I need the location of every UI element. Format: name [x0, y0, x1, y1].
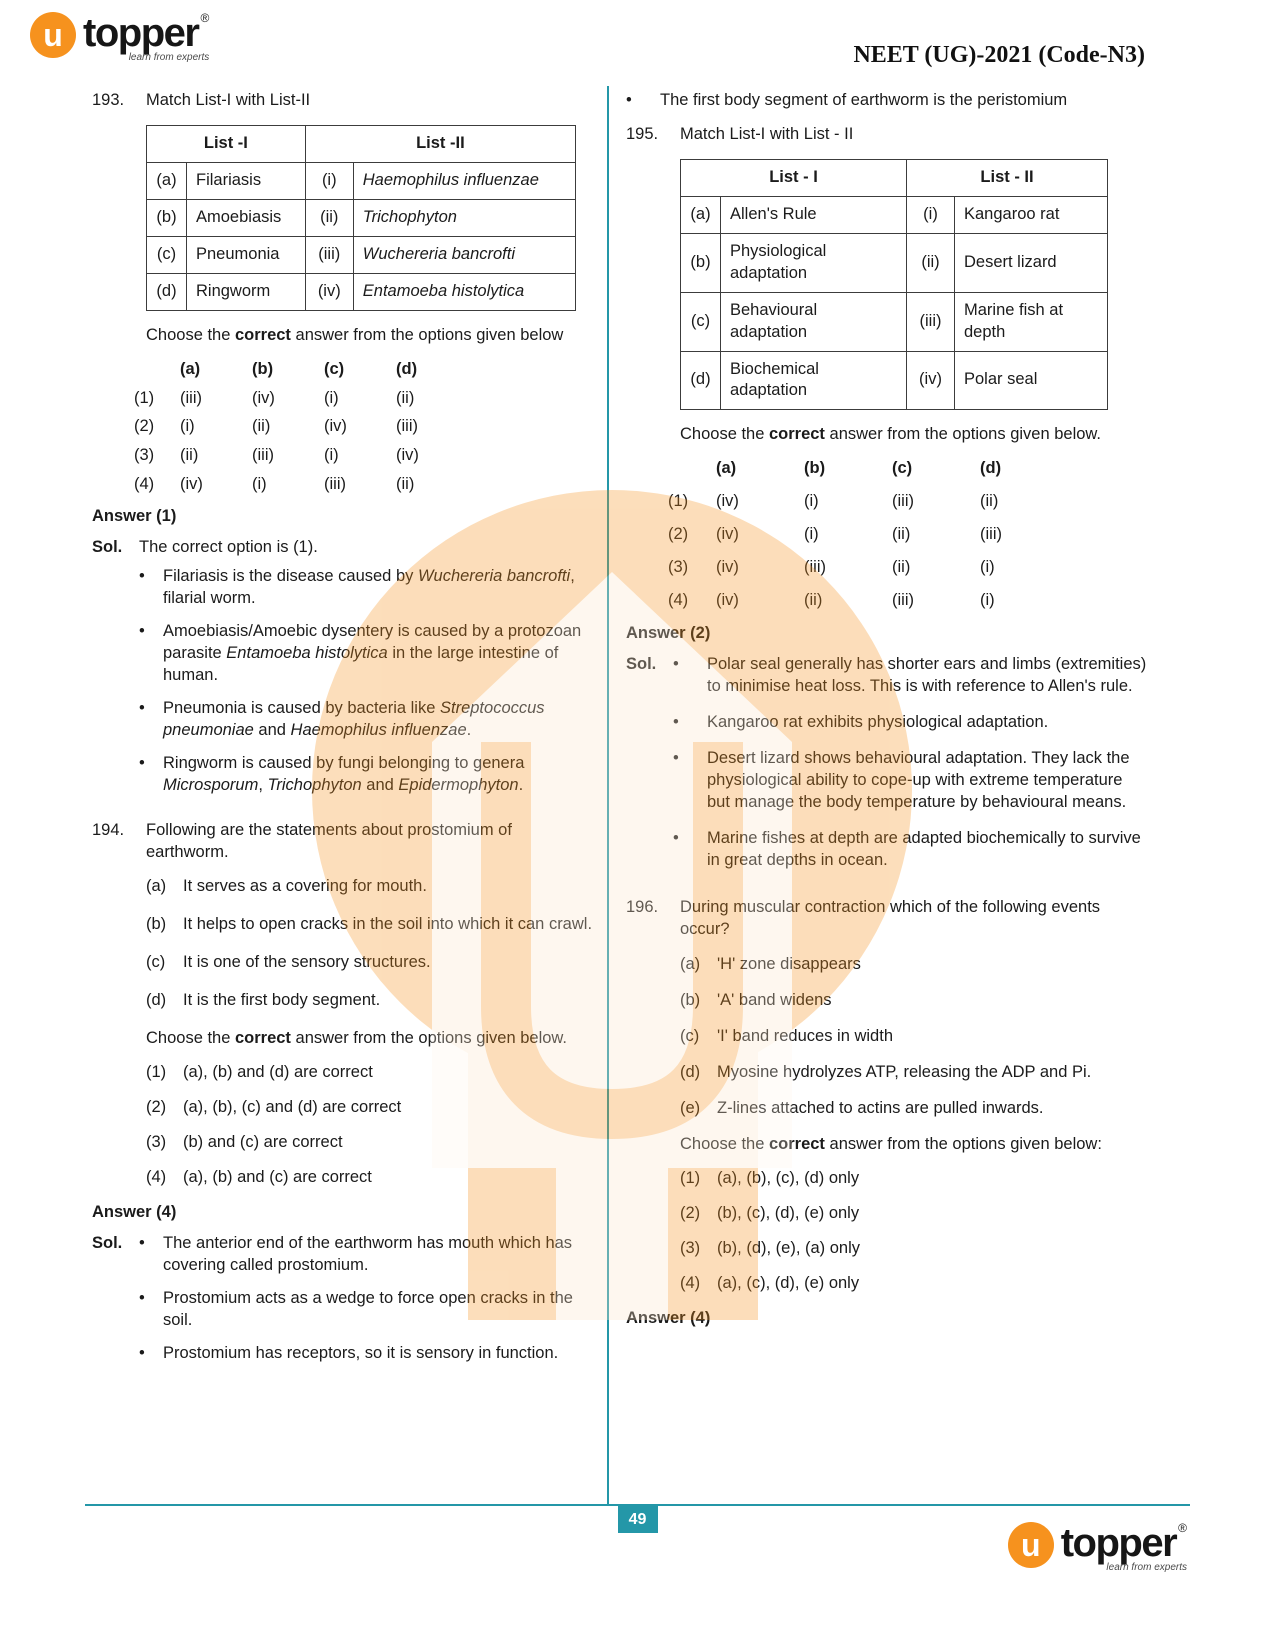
table-header-list1: List - I: [681, 159, 907, 196]
choose-instruction: Choose the correct answer from the options given below:: [680, 1135, 1102, 1153]
matrix-value: (iii): [892, 591, 914, 610]
matrix-value: (ii): [980, 492, 999, 511]
table-row: [681, 292, 1108, 351]
bullet-icon: •: [139, 753, 145, 772]
options-matrix-193: [134, 359, 598, 497]
statement-item: [146, 914, 598, 936]
statement-item: [146, 876, 598, 898]
sol-bullet: [673, 748, 1148, 814]
registered-mark: ®: [1178, 1521, 1187, 1535]
question-number: 193.: [92, 91, 125, 109]
matrix-value: (ii): [396, 388, 415, 407]
question-number: 196.: [626, 898, 659, 917]
statement-label: (b): [680, 991, 701, 1010]
sol-bullet-text: Prostomium has receptors, so it is sensory in function.: [163, 1343, 559, 1362]
table-cell: (ii): [305, 199, 353, 236]
matrix-value: (iii): [892, 492, 914, 511]
bullet-icon: •: [626, 91, 632, 109]
option-number: (1): [146, 1063, 167, 1082]
option-number: (1): [680, 1168, 701, 1187]
statement-text: 'H' zone disappears: [717, 955, 861, 974]
answer-line: Answer (4): [92, 1202, 177, 1221]
table-cell: (iii): [305, 236, 353, 273]
sol-bullet: [139, 1288, 598, 1332]
table-cell: Desert lizard: [955, 233, 1108, 292]
option-item: [146, 1167, 598, 1189]
option-text: (b) and (c) are correct: [183, 1133, 343, 1151]
sol-bullet: [139, 1343, 598, 1365]
option-list: [146, 1062, 598, 1189]
option-number: (3): [134, 446, 155, 465]
table-cell: (d): [147, 273, 187, 310]
topper-logo-icon: [30, 12, 76, 58]
sol-intro: The correct option is (1).: [139, 538, 318, 557]
question-header: [626, 897, 1148, 941]
matrix-value: (ii): [892, 525, 911, 544]
table-cell: Trichophyton: [353, 199, 575, 236]
sol-body: [139, 1233, 598, 1376]
question-196: [626, 897, 1148, 1329]
sol-bullet: [139, 753, 598, 797]
matrix-col-label: (b): [252, 359, 274, 378]
options-matrix-195: [668, 458, 1148, 612]
sol-label: Sol.: [92, 1233, 123, 1252]
choose-instruction: Choose the correct answer from the options given below.: [146, 1029, 568, 1048]
statement-label: (a): [146, 877, 167, 896]
matrix-value: (i): [252, 475, 267, 494]
question-content: [668, 159, 1148, 612]
column-divider: [607, 86, 609, 1504]
bullet-icon: •: [139, 1288, 145, 1307]
question-prompt: During muscular contraction which of the following events occur?: [680, 898, 1101, 939]
matrix-spacer: [668, 458, 716, 480]
matrix-header-row: [668, 458, 1148, 480]
table-cell: Marine fish at depth: [955, 292, 1108, 351]
bullet-icon: •: [139, 1233, 145, 1252]
brand-tagline: learn from experts: [1106, 1562, 1187, 1573]
matrix-value: (i): [804, 492, 819, 511]
page-number-badge: 49: [618, 1506, 658, 1533]
sol-bullet: [673, 712, 1148, 734]
answer-line: Answer (4): [626, 1308, 711, 1327]
matrix-spacer: [134, 359, 180, 381]
sol-bullet: [139, 1233, 598, 1277]
statement-label: (d): [680, 1063, 701, 1082]
answer-line: Answer (2): [626, 624, 711, 642]
brand-initial: u: [43, 16, 63, 53]
sol-bullet: [139, 698, 598, 742]
matrix-col-label: (b): [804, 459, 826, 478]
brand-tagline: learn from experts: [128, 52, 210, 63]
matrix-option-row: [668, 557, 1148, 579]
table-cell: Allen's Rule: [721, 196, 907, 233]
topper-logo: [30, 12, 209, 64]
table-cell: Polar seal: [955, 351, 1108, 410]
matrix-value: (iv): [324, 417, 347, 436]
question-193: [92, 90, 598, 808]
table-cell: (i): [907, 196, 955, 233]
statement-label: (e): [680, 1099, 701, 1118]
bullet-icon: •: [139, 567, 145, 586]
sol-bullet-text: Desert lizard shows behavioural adaptation. They lack the physiological ability to cope-up with extreme temperature but manage the body temperature by behavioural means.: [707, 748, 1130, 811]
table-cell: (b): [147, 199, 187, 236]
option-text: (a), (b) and (d) are correct: [183, 1063, 373, 1082]
table-header-row: [147, 125, 576, 162]
statement-label: (a): [680, 955, 701, 974]
q194-sol-continued: [626, 90, 1148, 112]
matrix-col-label: (c): [324, 359, 345, 378]
table-header-list1: List -I: [147, 125, 306, 162]
solution-193: [92, 537, 598, 807]
table-row: [147, 273, 576, 310]
choose-instruction: Choose the correct answer from the options given below: [146, 325, 564, 344]
statement-text: Z-lines attached to actins are pulled inwards.: [717, 1099, 1044, 1118]
sol-bullet-text: Ringworm is caused by fungi belonging to genera Microsporum, Trichophyton and Epidermophyton.: [163, 753, 525, 794]
statement-item: [680, 990, 1148, 1012]
question-number: 195.: [626, 124, 659, 143]
statement-label: (d): [146, 991, 167, 1010]
table-cell: Pneumonia: [187, 236, 306, 273]
option-text: (b), (d), (e), (a) only: [717, 1238, 861, 1257]
option-item: [680, 1273, 1148, 1295]
matrix-col-label: (a): [716, 459, 737, 478]
matrix-value: (iii): [396, 417, 418, 436]
question-header: [626, 124, 1148, 146]
statement-item: [146, 952, 598, 974]
matrix-value: (iii): [252, 446, 274, 465]
matrix-value: (i): [804, 525, 819, 544]
option-list: [680, 1168, 1148, 1295]
statement-item: [146, 990, 598, 1012]
matrix-value: (ii): [396, 475, 415, 494]
table-row: [681, 233, 1108, 292]
question-content: [146, 876, 598, 1188]
sol-bullet-text: Kangaroo rat exhibits physiological adaptation.: [707, 712, 1049, 731]
sol-bullet-text: Polar seal generally has shorter ears and limbs (extremities) to minimise heat loss. This is with reference to Allen's rule.: [707, 654, 1147, 695]
option-text: (a), (c), (d), (e) only: [717, 1273, 860, 1292]
matrix-value: (iv): [716, 525, 739, 544]
matrix-option-row: [668, 590, 1148, 612]
table-cell: Ringworm: [187, 273, 306, 310]
matrix-option-row: [134, 388, 598, 410]
matrix-option-row: [134, 474, 598, 496]
left-column: [92, 90, 598, 1388]
question-content: [680, 954, 1148, 1294]
sol-body: [139, 537, 598, 807]
option-text: (a), (b), (c) and (d) are correct: [183, 1098, 402, 1117]
statement-item: [680, 1026, 1148, 1048]
table-row: [147, 236, 576, 273]
bullet-icon: •: [139, 698, 145, 717]
statement-list: [680, 954, 1148, 1120]
statement-text: Myosine hydrolyzes ATP, releasing the ADP and Pi.: [717, 1063, 1092, 1082]
option-number: (4): [146, 1167, 167, 1186]
table-cell: (d): [681, 351, 721, 410]
matrix-value: (i): [180, 417, 195, 436]
sol-bullet: [673, 828, 1148, 872]
statement-text: 'I' band reduces in width: [717, 1027, 893, 1046]
brand-initial: u: [1020, 1526, 1041, 1563]
option-number: (1): [668, 492, 689, 511]
document-title: NEET (UG)-2021 (Code-N3): [853, 42, 1145, 68]
brand-text-block: [83, 12, 209, 64]
matrix-col-label: (a): [180, 359, 201, 378]
sol-bullet: [139, 566, 598, 610]
matrix-option-row: [668, 491, 1148, 513]
sol-bullet-text: Pneumonia is caused by bacteria like Streptococcus pneumoniae and Haemophilus influenzae.: [163, 698, 545, 739]
matrix-value: (i): [324, 388, 339, 407]
option-text: (a), (b), (c), (d) only: [717, 1168, 860, 1187]
table-cell: (a): [681, 196, 721, 233]
matrix-value: (ii): [252, 417, 271, 436]
topper-logo-footer: [1008, 1522, 1187, 1574]
option-number: (3): [680, 1238, 701, 1257]
sol-bullet-text: Prostomium acts as a wedge to force open cracks in the soil.: [163, 1288, 573, 1329]
brand-name: topper: [1060, 1521, 1177, 1565]
statement-text: It is one of the sensory structures.: [183, 953, 431, 972]
sol-bullet-text: Filariasis is the disease caused by Wuchereria bancrofti, filarial worm.: [163, 567, 575, 608]
statement-text: It is the first body segment.: [183, 991, 381, 1010]
table-cell: (c): [681, 292, 721, 351]
matrix-header-row: [134, 359, 598, 381]
sol-bullet-text: The anterior end of the earthworm has mouth which has covering called prostomium.: [163, 1233, 573, 1274]
bullet-icon: •: [673, 748, 679, 767]
matrix-value: (i): [324, 446, 339, 465]
table-cell: Biochemical adaptation: [721, 351, 907, 410]
statement-item: [680, 1098, 1148, 1120]
question-prompt: Following are the statements about prostomium of earthworm.: [146, 820, 512, 861]
answer-line: Answer (1): [92, 507, 177, 526]
question-content: [134, 125, 598, 496]
sol-label: Sol.: [92, 538, 123, 557]
matrix-value: (iii): [324, 475, 346, 494]
matrix-value: (iii): [980, 525, 1002, 544]
option-text: (a), (b) and (c) are correct: [183, 1167, 372, 1186]
table-row: [681, 351, 1108, 410]
option-number: (3): [146, 1133, 167, 1151]
table-header-list2: List - II: [907, 159, 1108, 196]
matrix-option-row: [134, 416, 598, 438]
matrix-value: (iv): [716, 558, 739, 577]
question-195: [626, 124, 1148, 886]
solution-195: [626, 654, 1148, 886]
table-cell: (c): [147, 236, 187, 273]
table-row: [147, 199, 576, 236]
matrix-value: (iii): [180, 388, 202, 407]
option-item: [146, 1097, 598, 1119]
table-cell: Haemophilus influenzae: [353, 162, 575, 199]
table-cell: (i): [305, 162, 353, 199]
option-number: (3): [668, 558, 689, 577]
question-header: [92, 820, 598, 864]
table-cell: Filariasis: [187, 162, 306, 199]
statement-label: (c): [146, 953, 166, 972]
statement-label: (c): [680, 1027, 700, 1046]
table-header-list2: List -II: [305, 125, 575, 162]
bullet-icon: •: [139, 1343, 145, 1362]
option-number: (4): [668, 591, 689, 610]
statement-text: It serves as a covering for mouth.: [183, 877, 427, 896]
table-cell: Entamoeba histolytica: [353, 273, 575, 310]
question-194: [92, 820, 598, 1376]
option-number: (4): [134, 475, 155, 494]
bullet-icon: •: [673, 654, 679, 673]
question-header: [92, 90, 598, 112]
bullet-icon: •: [673, 712, 679, 731]
statement-text: 'A' band widens: [717, 991, 832, 1010]
option-number: (2): [668, 525, 689, 544]
option-text: (b), (c), (d), (e) only: [717, 1203, 860, 1222]
brand-text-block: [1061, 1522, 1187, 1574]
matrix-value: (iv): [252, 388, 275, 407]
matrix-value: (iv): [716, 591, 739, 610]
bullet-icon: •: [139, 622, 145, 640]
table-cell: (iv): [305, 273, 353, 310]
matrix-col-label: (d): [980, 459, 1002, 478]
option-item: [680, 1203, 1148, 1225]
question-prompt: Match List-I with List-II: [146, 91, 311, 109]
solution-194: [92, 1233, 598, 1376]
sol-bullet-text: Marine fishes at depth are adapted biochemically to survive in great depths in ocean.: [707, 828, 1141, 869]
question-number: 194.: [92, 820, 125, 839]
choose-instruction: Choose the correct answer from the options given below.: [680, 425, 1102, 444]
sol-bullet: [673, 654, 1148, 698]
statement-item: [680, 954, 1148, 976]
table-cell: (iii): [907, 292, 955, 351]
sol-label: Sol.: [626, 654, 657, 673]
option-item: [146, 1132, 598, 1154]
table-cell: Physiological adaptation: [721, 233, 907, 292]
table-cell: (iv): [907, 351, 955, 410]
matrix-value: (iv): [396, 446, 419, 465]
table-row: [147, 162, 576, 199]
matrix-value: (iv): [716, 492, 739, 511]
option-item: [680, 1238, 1148, 1260]
question-prompt: Match List-I with List - II: [680, 124, 854, 143]
statement-label: (b): [146, 915, 167, 934]
option-item: [680, 1168, 1148, 1190]
option-number: (4): [680, 1273, 701, 1292]
option-item: [146, 1062, 598, 1084]
sol-bullet-text: Amoebiasis/Amoebic dysentery is caused by a protozoan parasite Entamoeba histolytica in the large intestine of human.: [163, 622, 582, 684]
option-number: (2): [680, 1203, 701, 1222]
brand-name: topper: [83, 11, 199, 55]
bullet-icon: •: [673, 828, 679, 847]
match-table-193: [146, 125, 576, 311]
table-cell: (b): [681, 233, 721, 292]
option-number: (2): [134, 417, 155, 436]
registered-mark: ®: [200, 11, 210, 25]
matrix-value: (iii): [804, 558, 826, 577]
matrix-value: (iv): [180, 475, 203, 494]
table-cell: Wuchereria bancrofti: [353, 236, 575, 273]
option-number: (1): [134, 388, 155, 407]
table-header-row: [681, 159, 1108, 196]
sol-body: [673, 654, 1148, 886]
matrix-value: (i): [980, 591, 995, 610]
match-table-195: [680, 159, 1108, 411]
matrix-value: (ii): [180, 446, 199, 465]
statement-list: [146, 876, 598, 1012]
matrix-col-label: (d): [396, 359, 418, 378]
option-number: (2): [146, 1098, 167, 1117]
matrix-option-row: [134, 445, 598, 467]
right-column: [626, 90, 1148, 1342]
sol-bullet-text: The first body segment of earthworm is the peristomium: [660, 91, 1068, 109]
sol-bullet: [139, 621, 598, 687]
matrix-col-label: (c): [892, 459, 913, 478]
statement-item: [680, 1062, 1148, 1084]
matrix-option-row: [668, 524, 1148, 546]
table-cell: (ii): [907, 233, 955, 292]
matrix-value: (ii): [892, 558, 911, 577]
table-row: [681, 196, 1108, 233]
statement-text: It helps to open cracks in the soil into which it can crawl.: [183, 915, 593, 934]
table-cell: Behavioural adaptation: [721, 292, 907, 351]
table-cell: Amoebiasis: [187, 199, 306, 236]
table-cell: Kangaroo rat: [955, 196, 1108, 233]
table-cell: (a): [147, 162, 187, 199]
matrix-value: (i): [980, 558, 995, 577]
matrix-value: (ii): [804, 591, 823, 610]
topper-logo-icon: [1008, 1522, 1054, 1568]
